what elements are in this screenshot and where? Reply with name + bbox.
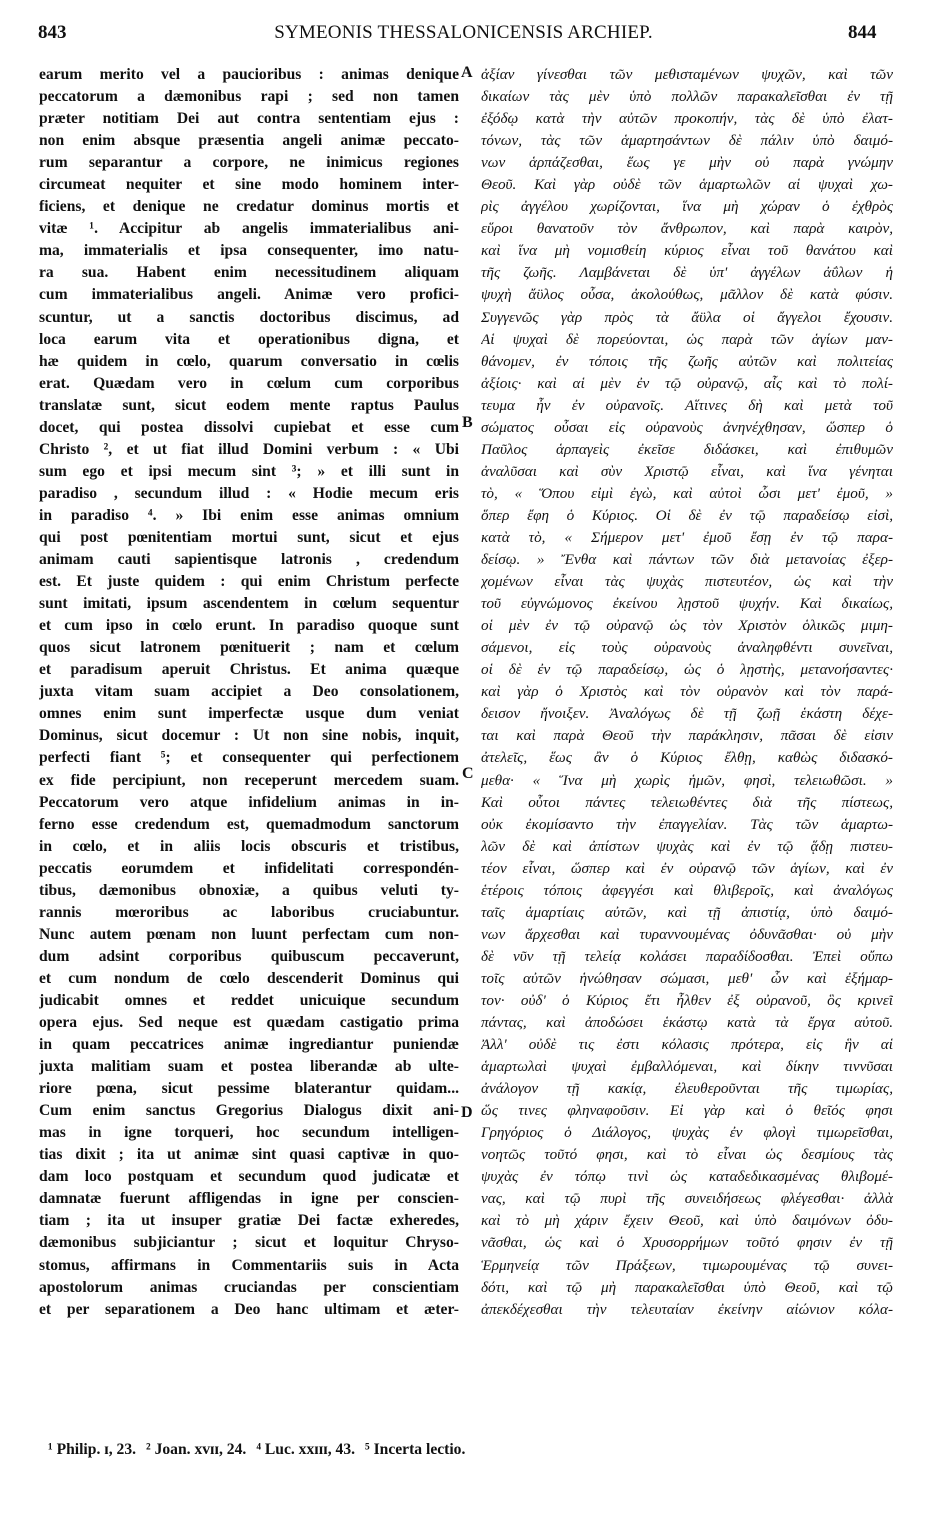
latin-text-line: ma, immaterialis et ipsa consequenter, imo natu-: [39, 242, 459, 260]
latin-text-line: et cum ipso in cœlo erunt. In paradiso quoque sunt: [39, 617, 459, 635]
greek-text-line: ἀξίοις· καὶ αἱ μὲν ἐν τῷ οὐρανῷ, αἷς καὶ τὸ πολί-: [481, 374, 893, 392]
section-marker-c: C: [462, 765, 474, 782]
greek-text-line: τὸ, « Ὅπου εἰμὶ ἐγὼ, καὶ αὐτοὶ ὦσι μετ' ἐμοῦ, »: [481, 484, 893, 502]
greek-text-line: καὶ ἵνα μὴ νομισθείη κύριος εἶναι τοῦ θανάτου καὶ: [481, 242, 893, 260]
greek-text-line: νοητῶς τοῦτό φησι, καὶ τὸ εἶναι ὡς δεσμίους τὰς: [481, 1146, 893, 1164]
latin-text-line: dæmonibus subjiciantur ; sicut et loquitur Chryso-: [39, 1234, 459, 1252]
greek-text-line: τον· οὐδ' ὁ Κύριος ἔτι ἦλθεν ἐξ οὐρανοῦ, ὃς κρινεῖ: [481, 991, 893, 1009]
page-number-right: 844: [848, 22, 877, 43]
latin-text-line: et cum nondum de cœlo descenderit Dominus qui: [39, 969, 459, 987]
greek-text-line: τευμα ἦν ἐν οὐρανοῖς. Αἵτινες δὴ καὶ μετὰ τοῦ: [481, 396, 893, 414]
greek-text-line: δεισον ἤνοιξεν. Ἀναλόγως δὲ τῇ ζωῇ ἑκάστη δέχε-: [481, 705, 893, 723]
greek-text-line: νᾶσθαι, ὡς καὶ ὁ Χρυσορρήμων τοῦτό φησιν ἐν τῇ: [481, 1234, 893, 1252]
greek-text-line: εὕροι θανατοῦν τὸν ἄνθρωπον, καὶ παρὰ καιρὸν,: [481, 220, 893, 238]
latin-text-line: loca earum vita et operationibus digna, et: [39, 330, 459, 348]
latin-text-line: non enim absque præsentia angeli animæ peccato-: [39, 132, 459, 150]
greek-text-line: θάνομεν, ἐν τόποις τῆς ζωῆς αὐτῶν καὶ πολιτείας: [481, 352, 893, 370]
greek-text-line: σάμενοι, εἰς τοὺς οὐρανοὺς ἀναληφθέντι συνεῖναι,: [481, 639, 893, 657]
latin-text-line: ra sua. Habent enim necessitudinem aliquam: [39, 264, 459, 282]
greek-text-line: νας, καὶ τῷ πυρὶ τῆς συνειδήσεως φλέγεσθαι· ἀλλὰ: [481, 1190, 893, 1208]
latin-text-line: ferno esse credendum est, quemadmodum sanctorum: [39, 815, 459, 833]
page-number-left: 843: [38, 22, 67, 43]
latin-text-line: animam cauti sapientisque latronis , credendum: [39, 551, 459, 569]
latin-column: [39, 64, 459, 1321]
greek-column: [481, 64, 893, 1321]
greek-text-line: ἀναλῦσαι καὶ σὺν Χριστῷ εἶναι, καὶ ἵνα γένηται: [481, 462, 893, 480]
greek-text-line: κατὰ τὸ, « Σήμερον μετ' ἐμοῦ ἔσῃ ἐν τῷ παρα-: [481, 528, 893, 546]
latin-text-line: et paradisum aperuit Christus. Et anima quæque: [39, 661, 459, 679]
latin-text-line: peccatis eorumdem et infidelitati correspondén-: [39, 859, 459, 877]
latin-text-line: tias dixit ; ita ut animæ sint quasi captivæ in quo-: [39, 1146, 459, 1164]
latin-text-line: circumeat nequiter et sine modo hominem inter-: [39, 176, 459, 194]
latin-text-line: damnatæ fuerunt affligendas in igne per conscien-: [39, 1190, 459, 1208]
greek-text-line: καὶ τὸ μὴ χάριν ἔχειν Θεοῦ, καὶ ὑπὸ δαιμόνων ὀδυ-: [481, 1212, 893, 1230]
latin-text-line: est. Et juste quidem : qui enim Christum perfecte: [39, 573, 459, 591]
greek-text-line: νων ἁρπάζεσθαι, ἕως γε μὴν οὐ παρὰ γνώμην: [481, 154, 893, 172]
latin-text-line: tiam ; ita ut insuper gratiæ Dei factæ exheredes,: [39, 1212, 459, 1230]
greek-text-line: οὐκ ἐκομίσαντο τὴν ἐπαγγελίαν. Τὰς τῶν ἁμαρτω-: [481, 815, 893, 833]
greek-text-line: ὥς τινες φληναφοῦσιν. Εἰ γὰρ καὶ ὁ θεῖός φησι: [481, 1102, 893, 1120]
latin-text-line: rum separantur a corpore, ne inimicus regiones: [39, 154, 459, 172]
latin-text-line: Cum enim sanctus Gregorius Dialogus dixit ani-: [39, 1102, 459, 1120]
latin-text-line: hæ quidem in cœlo, quarum conversatio in cœlis: [39, 352, 459, 370]
latin-text-line: omnes enim sunt imperfectæ usque dum veniat: [39, 705, 459, 723]
latin-text-line: mas in igne torqueri, hoc secundum intelligen-: [39, 1124, 459, 1142]
greek-text-line: ἑτέροις τόποις ἀφεγγέσι καὶ θλιβεροῖς, καὶ ἀναλόγως: [481, 881, 893, 899]
latin-text-line: translatæ sunt, sicut eodem mente raptus Paulus: [39, 396, 459, 414]
section-marker-a: A: [461, 64, 473, 81]
greek-text-line: ταῖς ἁμαρτίαις αὐτῶν, καὶ τῇ ἀπιστίᾳ, ὑπὸ δαιμό-: [481, 903, 893, 921]
latin-text-line: et per separationem a Deo hanc ultimam et æter-: [39, 1300, 459, 1318]
greek-text-line: ἁμαρτωλαὶ ψυχαὶ ἐμβαλλόμεναι, καὶ δίκην τιννῦσαι: [481, 1058, 893, 1076]
greek-text-line: ἀπεκδέχεσθαι τὴν τελευταίαν ἐκείνην αἰώνιον κόλα-: [481, 1300, 893, 1318]
latin-text-line: Peccatorum vero atque infidelium animas in in-: [39, 793, 459, 811]
running-header: [0, 22, 927, 48]
greek-text-line: Ἑρμηνείᾳ τῶν Πράξεων, τιμωρουμένας τῷ συνει-: [481, 1256, 893, 1274]
latin-text-line: erat. Quædam vero in cœlum cum corporibus: [39, 374, 459, 392]
latin-text-line: ficiens, et denique ne credatur dominus mortis et: [39, 198, 459, 216]
greek-text-line: ὅπερ ἔφη ὁ Κύριος. Οἱ δὲ ἐν τῷ παραδείσῳ εἰσὶ,: [481, 506, 893, 524]
greek-text-line: Καὶ οὗτοι πάντες τελειωθέντες διὰ τῆς πίστεως,: [481, 793, 893, 811]
latin-text-line: stomus, affirmans in Commentariis suis in Acta: [39, 1256, 459, 1274]
greek-text-line: Συγγενῶς γὰρ πρὸς τὰ ἄϋλα οἱ ἄγγελοι ἔχουσιν.: [481, 308, 893, 326]
greek-text-line: ται καὶ παρὰ Θεοῦ τὴν παράκλησιν, πᾶσαι δὲ εἰσιν: [481, 727, 893, 745]
latin-text-line: Dominus, sicut docemur : Ut non sine nobis, inquit,: [39, 727, 459, 745]
greek-text-line: Ἀλλ' οὐδὲ τις ἐστι κόλασις πρότερα, εἰς ἣν αἱ: [481, 1036, 893, 1054]
greek-text-line: μεθα· « Ἵνα μὴ χωρὶς ἡμῶν, φησὶ, τελειωθῶσι. »: [481, 771, 893, 789]
greek-text-line: τόνων, τὰς τῶν ἁμαρτησάντων δὲ πάλιν ὑπὸ δαιμό-: [481, 132, 893, 150]
greek-text-line: δότι, καὶ τῷ μὴ παρακαλεῖσθαι ὑπὸ Θεοῦ, καὶ τῷ: [481, 1278, 893, 1296]
latin-text-line: docet, qui postea dissolvi cupiebat et esse cum: [39, 418, 459, 436]
latin-text-line: in cœlo, et in aliis locis obscuris et tristibus,: [39, 837, 459, 855]
greek-text-line: Παῦλος ἁρπαγεὶς ἐκεῖσε διδάσκει, καὶ ἐπιθυμῶν: [481, 440, 893, 458]
greek-text-line: δικαίων τὰς μὲν ὑπὸ πολλῶν παρακαλεῖσθαι ἐν τῇ: [481, 88, 893, 106]
greek-text-line: δείσῳ. » Ἔνθα καὶ πάντων τῶν διὰ μετανοίας ἐξερ-: [481, 551, 893, 569]
latin-text-line: perfecti fiant ⁵; et consequenter qui perfectionem: [39, 749, 459, 767]
greek-text-line: πάντας, καὶ ἀποδώσει ἑκάστῳ κατὰ τὰ ἔργα αὐτοῦ.: [481, 1014, 893, 1032]
latin-text-line: earum merito vel a paucioribus : animas denique: [39, 66, 459, 83]
greek-text-line: σώματος οὖσαι εἰς οὐρανοὺς ἀνηνέχθησαν, ὥσπερ ὁ: [481, 418, 893, 436]
greek-text-line: ψυχὴ ἄϋλος οὖσα, ἀκολούθως, μᾶλλον δὲ κατὰ φύσιν.: [481, 286, 893, 304]
latin-text-line: qui post pœnitentiam mortui sunt, sicut et ejus: [39, 528, 459, 546]
latin-text-line: sum ego et ipsi mecum sint ³; » et illi sunt in: [39, 462, 459, 480]
greek-text-line: οἱ μὲν ἐν τῷ οὐρανῷ ὡς τὸν Χριστὸν ὁλικῶς μιμη-: [481, 617, 893, 635]
greek-text-line: ἀνάλογον τῇ κακίᾳ, ἐλευθεροῦνται τῆς τιμωρίας,: [481, 1080, 893, 1098]
greek-text-line: τῆς ζωῆς. Λαμβάνεται δὲ ὑπ' ἀγγέλων ἀΰλων ἡ: [481, 264, 893, 282]
greek-text-line: λῶν δὲ καὶ ἀπίστων ψυχὰς καὶ ἐν τῷ ᾅδῃ πιστευ-: [481, 837, 893, 855]
greek-text-line: Γρηγόριος ὁ Διάλογος, ψυχὰς ἐν φλογὶ τιμωρεῖσθαι,: [481, 1124, 893, 1142]
greek-text-line: Θεοῦ. Καὶ γὰρ οὐδὲ τῶν ἁμαρτωλῶν αἱ ψυχαὶ χω-: [481, 176, 893, 194]
footnote: ¹ Philip. ɪ, 23.: [48, 1441, 137, 1458]
latin-text-line: in quam peccatrices animæ ingrediantur puniendæ: [39, 1036, 459, 1054]
greek-text-line: νων ἄρχεσθαι καὶ τυραννουμένας ὀδυνᾶσθαι· οὐ μὴν: [481, 925, 893, 943]
greek-text-line: δὲ νῦν τῇ τελείᾳ κολάσει παραδίδοσθαι. Ἐπεὶ οὔπω: [481, 947, 893, 965]
latin-text-line: judicabit omnes et reddet unicuique secundum: [39, 991, 459, 1009]
footnote: ² Joan. xvɪɪ, 24.: [146, 1441, 247, 1458]
latin-text-line: peccatorum a dæmonibus rapi ; sed non tamen: [39, 88, 459, 106]
latin-text-line: ex fide percipiunt, non receperunt mercedem suam.: [39, 771, 459, 789]
greek-text-line: τέον εἶναι, ὥσπερ καὶ ἐν οὐρανῷ τῶν ἁγίων, καὶ ἐν: [481, 859, 893, 877]
greek-text-line: ἐξόδῳ κατὰ τὴν αὐτῶν προκοπήν, τὰς δὲ ὑπὸ ἐλατ-: [481, 110, 893, 128]
greek-text-line: ἀξίαν γίνεσθαι τῶν μεθισταμένων ψυχῶν, καὶ τῶν: [481, 66, 893, 83]
latin-text-line: dam loco postquam et secundum quod judicatæ et: [39, 1168, 459, 1186]
greek-text-line: ψυχὰς ἐν τόπῳ τινὶ ὡς καταδεδικασμένας θλιβομέ-: [481, 1168, 893, 1186]
latin-text-line: præter notitiam Dei aut contra sententiam ejus :: [39, 110, 459, 128]
footnote: ⁵ Incerta lectio.: [365, 1441, 466, 1458]
latin-text-line: riore pœna, sicut pessime blaterantur quidam...: [39, 1080, 459, 1098]
latin-text-line: cum immaterialibus angeli. Animæ vero profici-: [39, 286, 459, 304]
latin-text-line: quos sicut latronem pœnituerit ; nam et cœlum: [39, 639, 459, 657]
latin-text-line: apostolorum animas cruciandas per conscientiam: [39, 1278, 459, 1296]
greek-text-line: οἱ δὲ ἐν τῷ παραδείσῳ, ὡς ὁ λῃστὴς, μετανοήσαντες·: [481, 661, 893, 679]
greek-text-line: καὶ γὰρ ὁ Χριστὸς καὶ τὸν οὐρανὸν καὶ τὸν παρά-: [481, 683, 893, 701]
greek-text-line: ἀτελεῖς, ἕως ἂν ὁ Κύριος ἔλθῃ, καθὼς διδασκό-: [481, 749, 893, 767]
latin-text-line: Nunc autem pœnam non luunt perfectam cum non-: [39, 925, 459, 943]
latin-text-line: sunt imitati, ipsum ascendentem in cœlum sequentur: [39, 595, 459, 613]
latin-text-line: dum adsint corporibus quibuscum peccaverunt,: [39, 947, 459, 965]
greek-text-line: τοῖς αὐτῶν ἡνώθησαν σώμασι, μεθ' ὧν καὶ ἐξήμαρ-: [481, 969, 893, 987]
greek-text-line: τοῦ εὐγνώμονος ἐκείνου λῃστοῦ ψυχήν. Καὶ δικαίως,: [481, 595, 893, 613]
greek-text-line: χομένων εἶναι τὰς ψυχὰς πιστευτέον, ὡς καὶ τὴν: [481, 573, 893, 591]
section-marker-b: B: [462, 414, 473, 431]
section-marker-d: D: [461, 1104, 473, 1121]
latin-text-line: rannis mœroribus ac laboribus cruciabuntur.: [39, 903, 459, 921]
footnotes: [48, 1441, 908, 1459]
latin-text-line: juxta vitam suam accipiet a Deo consolationem,: [39, 683, 459, 701]
greek-text-line: ρὶς ἀγγέλου χωρίζονται, ἵνα μὴ χώραν ὁ ἐχθρὸς: [481, 198, 893, 216]
latin-text-line: juxta malitiam suam et postea liberandæ ab ulte-: [39, 1058, 459, 1076]
latin-text-line: paradiso , secundum illud : « Hodie mecum eris: [39, 484, 459, 502]
footnote: ⁴ Luc. xxɪɪɪ, 43.: [256, 1441, 356, 1458]
greek-text-line: Αἱ ψυχαὶ δὲ πορεύονται, ὡς παρὰ τῶν ἁγίων μαν-: [481, 330, 893, 348]
latin-text-line: tibus, dæmonibus obnoxiæ, a quibus veluti ty-: [39, 881, 459, 899]
latin-text-line: in paradiso ⁴. » Ibi enim esse animas omnium: [39, 506, 459, 524]
running-title: SYMEONIS THESSALONICENSIS ARCHIEP.: [274, 22, 653, 43]
latin-text-line: vitæ ¹. Accipitur ab angelis immaterialibus ani-: [39, 220, 459, 238]
latin-text-line: scuntur, ut a sanctis doctoribus discimus, ad: [39, 308, 459, 326]
latin-text-line: opera ejus. Sed neque est quædam castigatio prima: [39, 1014, 459, 1032]
latin-text-line: Christo ², et ut fiat illud Domini verbum : « Ubi: [39, 440, 459, 458]
